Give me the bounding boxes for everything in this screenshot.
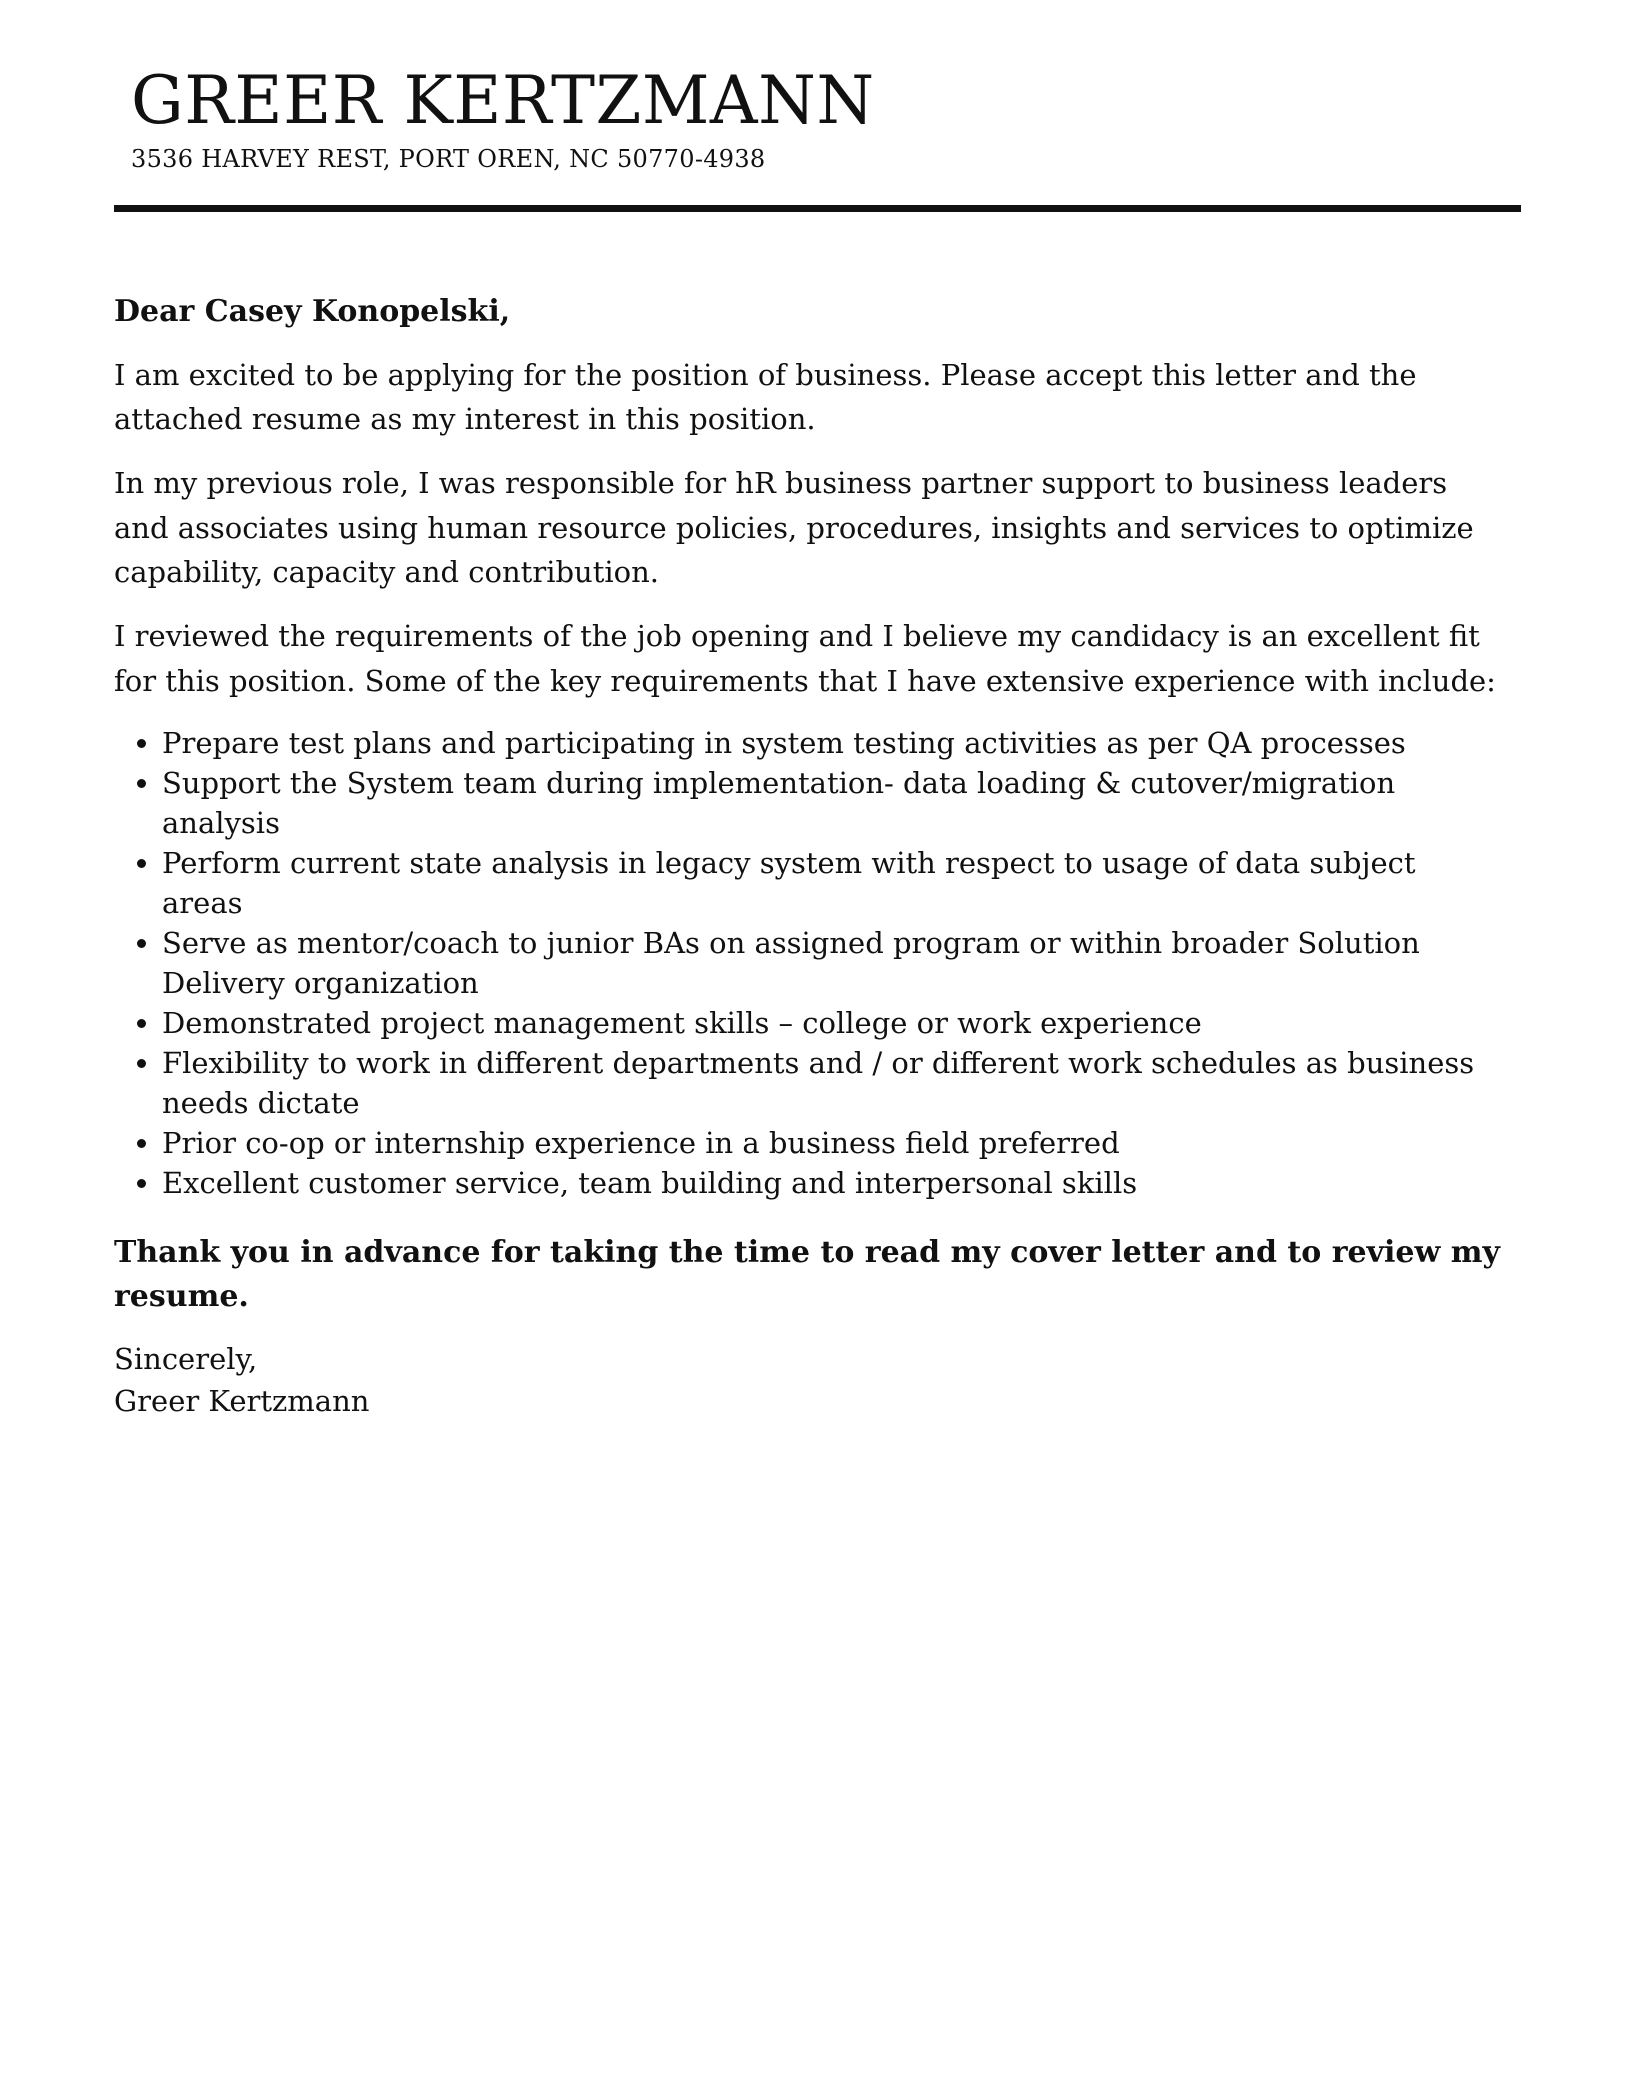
applicant-name: GREER KERTZMANN [131, 62, 875, 139]
requirement-item: • Support the System team during implementation- data loading & cutover/migration analysis [162, 763, 1504, 843]
requirement-item: • Demonstrated project management skills – college or work experience [162, 1003, 1504, 1043]
requirements-intro-paragraph: I reviewed the requirements of the job opening and I believe my candidacy is an excellent fit for this position. Some of the key requirements that I have extensive experience with include: [114, 619, 1496, 698]
closing-paragraph: Thank you in advance for taking the time to read my cover letter and to review my resume. [114, 1235, 1500, 1314]
signature-name: Greer Kertzmann [114, 1384, 370, 1419]
requirements-list [114, 723, 1504, 1203]
requirement-item: • Perform current state analysis in legacy system with respect to usage of data subject areas [162, 843, 1504, 923]
requirement-item: • Prior co-op or internship experience in a business field preferred [162, 1123, 1504, 1163]
experience-paragraph: In my previous role, I was responsible for hR business partner support to business leaders and associates using human resource policies, procedures, insights and services to optimize capability, capacity and contribution. [114, 466, 1474, 589]
requirement-item: • Excellent customer service, team building and interpersonal skills [162, 1163, 1504, 1203]
requirement-item: • Prepare test plans and participating in system testing activities as per QA processes [162, 723, 1504, 763]
intro-paragraph: I am excited to be applying for the position of business. Please accept this letter and the attached resume as my interest in this position. [114, 357, 1417, 436]
signoff-text: Sincerely, [114, 1342, 258, 1377]
signoff-block [114, 1338, 1504, 1422]
applicant-address: 3536 HARVEY REST, PORT OREN, NC 50770-4938 [131, 145, 766, 174]
letter-body [114, 292, 1504, 1422]
header-divider [114, 205, 1521, 212]
requirement-item: • Serve as mentor/coach to junior BAs on assigned program or within broader Solution Delivery organization [162, 923, 1504, 1003]
requirement-item: • Flexibility to work in different departments and / or different work schedules as business needs dictate [162, 1043, 1504, 1123]
salutation: Dear Casey Konopelski, [114, 294, 511, 329]
letter-header [131, 62, 1501, 174]
